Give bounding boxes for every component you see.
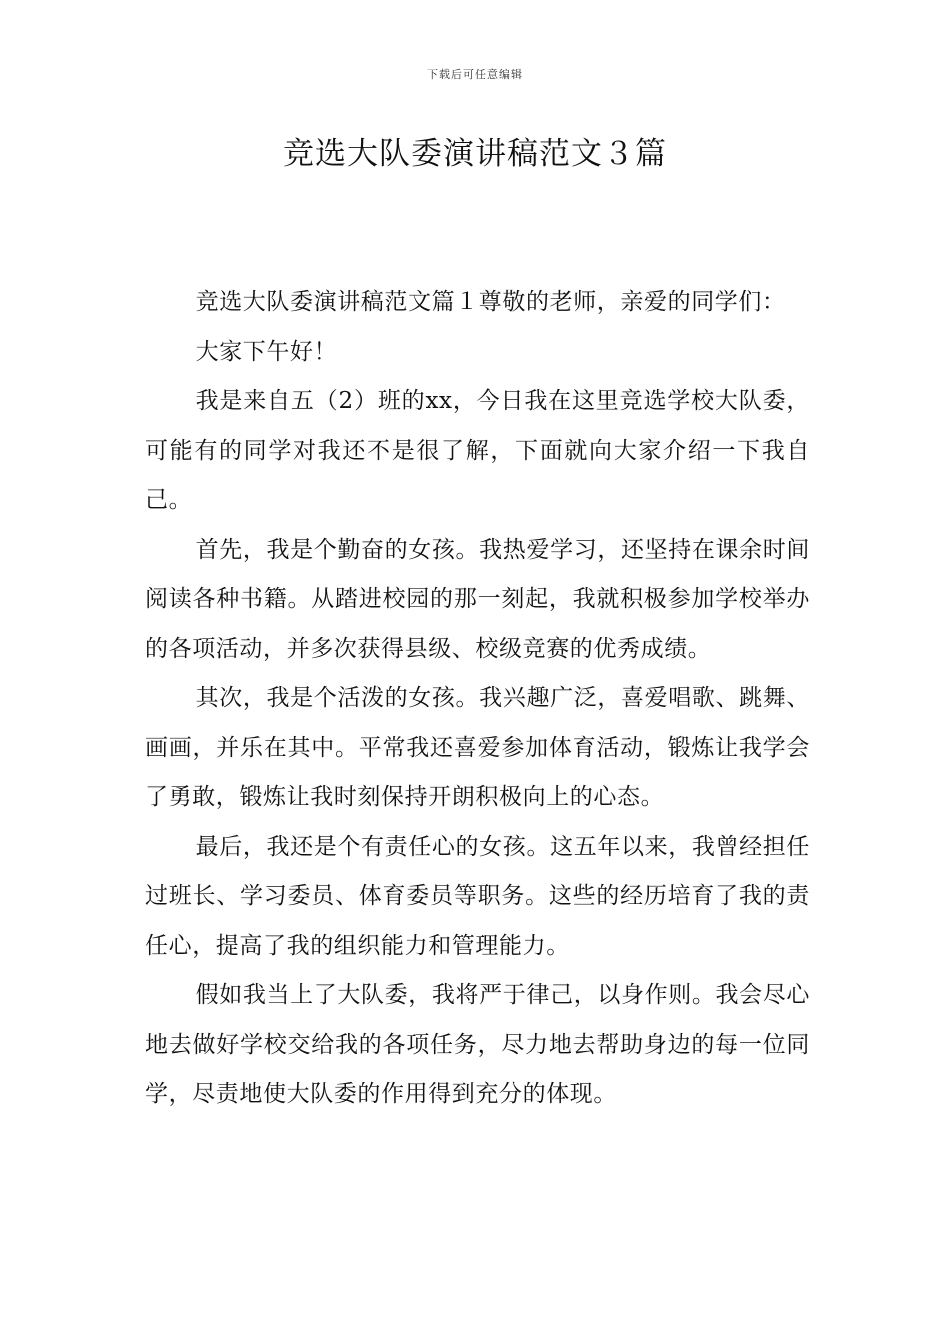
paragraph-lively: 其次，我是个活泼的女孩。我兴趣广泛，喜爱唱歌、跳舞、画画，并乐在其中。平常我还喜爱参加体育活动，锻炼让我学会了勇敢，锻炼让我时刻保持开朗积极向上的心态。 (145, 685, 810, 810)
header-note: 下载后可任意编辑 (427, 68, 523, 81)
paragraph-introduction: 我是来自五（2）班的xx，今日我在这里竞选学校大队委，可能有的同学对我还不是很了解，下面就向大家介绍一下我自己。 (145, 388, 810, 513)
document-title: 竞选大队委演讲稿范文３篇 (283, 136, 667, 172)
paragraph-diligence: 首先，我是个勤奋的女孩。我热爱学习，还坚持在课余时间阅读各种书籍。从踏进校园的那一刻起，我就积极参加学校举办的各项活动，并多次获得县级、校级竞赛的优秀成绩。 (145, 536, 810, 662)
paragraph-responsibility: 最后，我还是个有责任心的女孩。这五年以来，我曾经担任过班长、学习委员、体育委员等职务。这些的经历培育了我的责任心，提高了我的组织能力和管理能力。 (145, 833, 810, 959)
paragraph-commitment: 假如我当上了大队委，我将严于律己，以身作则。我会尽心地去做好学校交给我的各项任务，尽力地去帮助身边的每一位同学，尽责地使大队委的作用得到充分的体现。 (145, 982, 810, 1107)
paragraph-greeting-heading: 竞选大队委演讲稿范文篇１尊敬的老师，亲爱的同学们： (195, 289, 786, 315)
document-body (145, 278, 810, 1120)
paragraph-salutation: 大家下午好！ (195, 338, 338, 365)
